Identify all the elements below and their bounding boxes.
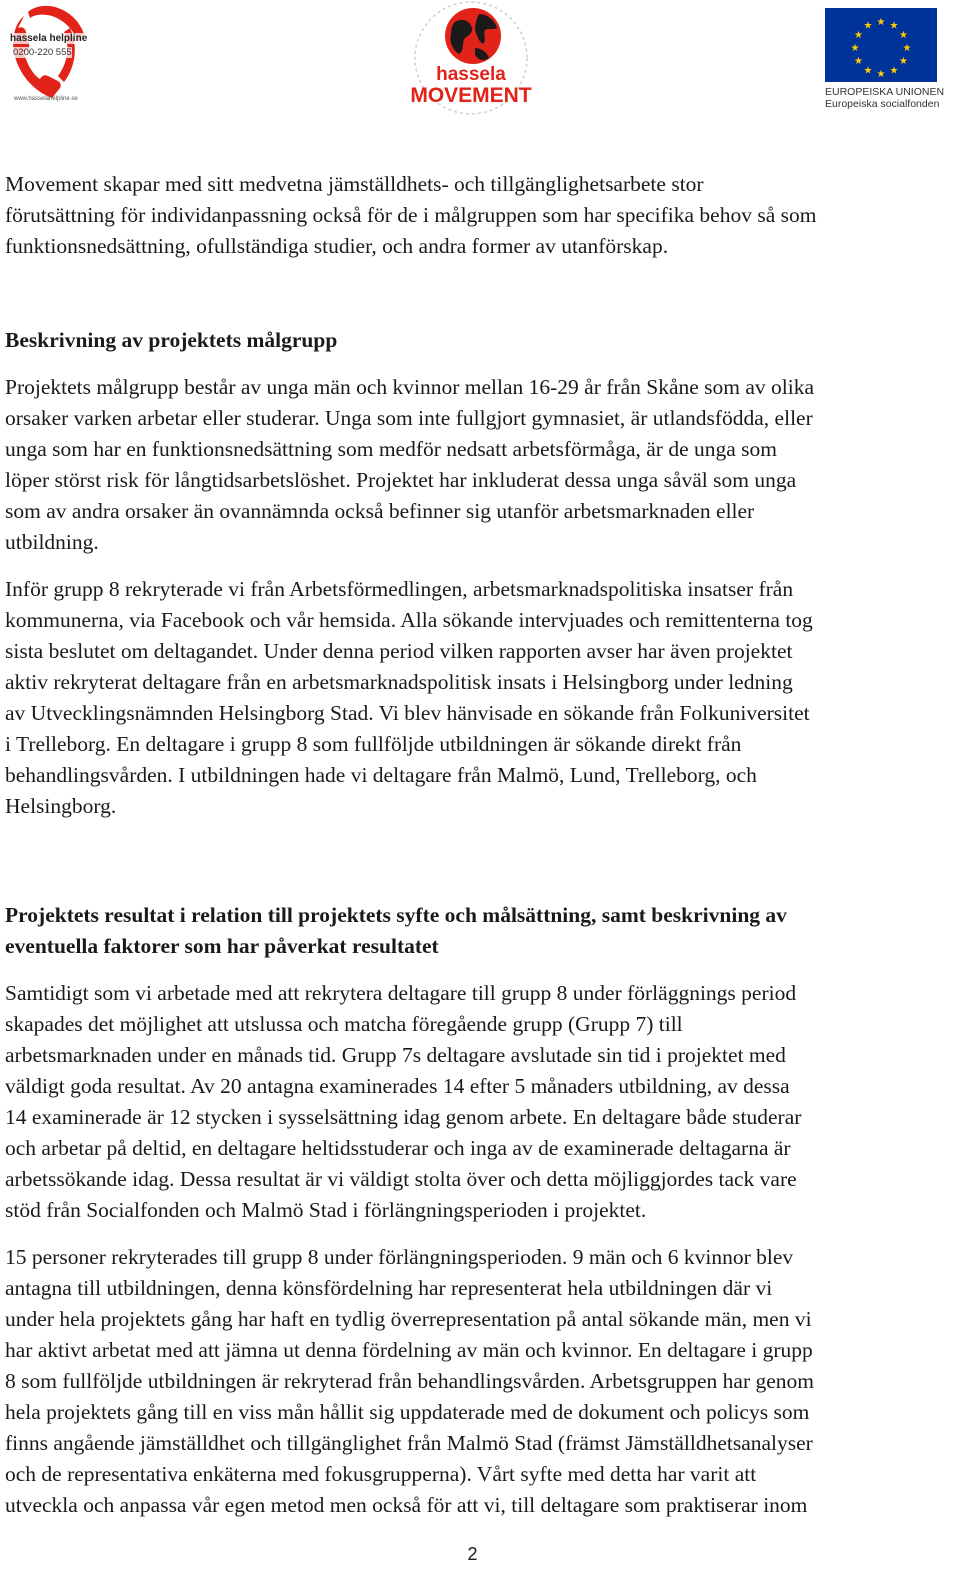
eu-social-fund-logo xyxy=(825,8,955,112)
hassela-movement-logo xyxy=(405,0,537,124)
movement-word-bottom: MOVEMENT xyxy=(410,84,532,107)
section-heading-results: Projektets resultat i relation till projektets syfte och målsättning, samt beskrivning av eventuella faktorer som har påverkat resultatet xyxy=(5,903,787,958)
section-heading-target-group: Beskrivning av projektets målgrupp xyxy=(5,328,338,352)
eu-logo-line1: EUROPEISKA UNIONEN xyxy=(825,86,945,98)
svg-text:★: ★ xyxy=(876,69,886,80)
page-number: 2 xyxy=(467,1544,478,1564)
paragraph-recruitment: Inför grupp 8 rekryterade vi från Arbetsförmedlingen, arbetsmarknadspolitiska insatser från kommunerna, via Facebook och vår hemsida. Alla sökande intervjuades och remittenterna tog sista beslutet om deltagandet. Under denna period vilken rapporten avser har även projektet aktiv rekryterat deltagare från en arbetsmarknadspolitisk insats i Helsingborg under ledning av Utvecklingsnämnden Helsingborg Stad. Vi blev hänvisade en sökande från Folkuniversitet i Trelleborg. En deltagare i grupp 8 som fullföljde utbildningen är sökande direkt från behandlingsvården. I utbildningen hade vi deltagare från Malmö, Lund, Trelleborg, och Helsingborg. xyxy=(5,577,813,818)
svg-text:★: ★ xyxy=(889,20,899,32)
helpline-url: www.hasselahelpline.se xyxy=(14,96,78,102)
svg-text:★: ★ xyxy=(876,17,886,28)
eu-flag-icon xyxy=(825,8,937,82)
intro-paragraph: Movement skapar med sitt medvetna jämställdhets- och tillgänglighetsarbete stor förutsättning för individanpassning också för de i målgruppen som har specifika behov så som funktionsnedsättning, ofullständiga studier, och andra former av utanförskap. xyxy=(5,172,817,258)
paragraph-results-group7: Samtidigt som vi arbetade med att rekrytera deltagare till grupp 8 under förläggnings period skapades det möjlighet att utslussa och matcha föregående grupp (Grupp 7) till arbetsmarknaden under en månads tid. Grupp 7s deltagare avslutade sin tid i projektet med väldigt goda resultat. Av 20 antagna examinerades 14 efter 5 månaders utbildning, av dessa 14 examinerade är 12 stycken i sysselsättning idag genom arbete. En deltagare både studerar och arbetar på deltid, en deltagare heltidsstuderar och inga av de examinerade deltagarna är arbetssökande idag. Dessa resultat är vi väldigt stolta över och detta möjliggjordes tack vare stöd från Socialfonden och Malmö Stad i förlängningsperioden i projektet. xyxy=(5,981,802,1222)
svg-text:★: ★ xyxy=(863,65,873,77)
svg-text:★: ★ xyxy=(863,20,873,32)
hassela-helpline-logo xyxy=(4,2,90,106)
paragraph-results-group8: 15 personer rekryterades till grupp 8 under förlängningsperioden. 9 män och 6 kvinnor blev antagna till utbildningen, denna könsfördelning har representerat hela utbildningen där vi under hela projektets gång har haft en tydlig överrepresentation på antal sökande män, men vi har aktivt arbetat med att jämna ut denna fördelning av män och kvinnor. En deltagare i grupp 8 som fullföljde utbildningen är rekryterad från behandlingsvården. Arbetsgruppen har genom hela projektets gång till en viss mån hållit sig uppdaterade med de dokument och policys som finns angående jämställdhet och tillgänglighet från Malmö Stad (främst Jämställdhetsanalyser och de representativa enkäterna med fokusgrupperna). Vårt syfte med detta har varit att utveckla och anpassa vår egen metod men också för att vi, till deltagare som praktiserar inom xyxy=(5,1245,815,1517)
helpline-brand: hassela helpline xyxy=(10,33,88,44)
document-body xyxy=(5,169,950,1521)
paragraph-target-group: Projektets målgrupp består av unga män och kvinnor mellan 16-29 år från Skåne som av olika orsaker varken arbetar eller studerar. Unga som inte fullgjort gymnasiet, är utlandsfödda, eller unga som har en funktionsnedsättning som medför nedsatt arbetsförmåga, är de unga som löper störst risk för långtidsarbetslöshet. Projektet har inkluderat dessa unga såväl som unga som av andra orsaker än ovannämnda också befinner sig utanför arbetsmarknaden eller utbildning. xyxy=(5,375,815,554)
movement-word-top: hassela xyxy=(436,64,506,85)
helpline-phone: 0200-220 555 xyxy=(13,47,72,58)
svg-text:★: ★ xyxy=(899,30,908,41)
svg-text:★: ★ xyxy=(854,56,863,67)
svg-text:★: ★ xyxy=(902,43,912,54)
svg-text:★: ★ xyxy=(850,43,860,54)
svg-text:★: ★ xyxy=(899,56,908,67)
eu-logo-line2: Europeiska socialfonden xyxy=(825,98,940,110)
svg-text:★: ★ xyxy=(854,30,863,41)
svg-text:★: ★ xyxy=(889,65,899,77)
